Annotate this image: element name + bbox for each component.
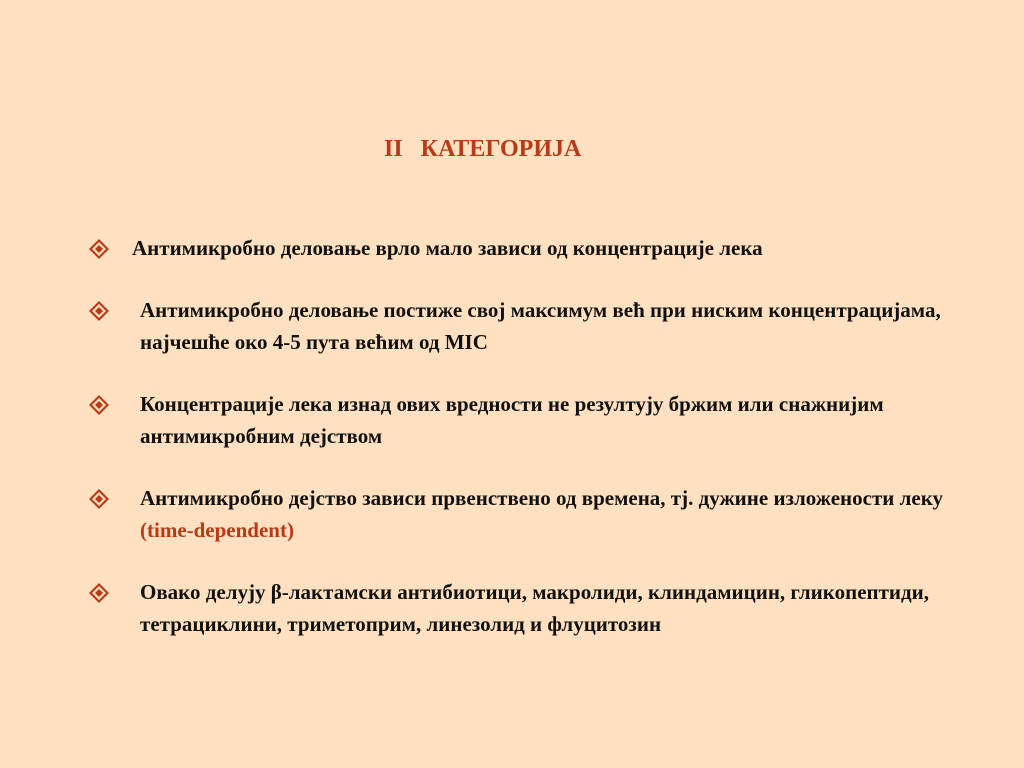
bullet-text: Антимикробно деловање врло мало зависи од концентрације лека	[132, 236, 763, 260]
bullet-text: Антимикробно дејство зависи првенствено од времена, тј. дужине изложености леку	[140, 486, 944, 510]
bullet-text: Антимикробно деловање постиже свој максимум већ при ниским концентрацијама, најчешће око 4-5 пута већим од MIC	[140, 298, 941, 354]
bullet-item	[88, 388, 988, 452]
bullet-item	[88, 576, 988, 640]
diamond-bullet-icon	[88, 238, 110, 260]
diamond-bullet-icon	[88, 300, 110, 322]
diamond-bullet-icon	[88, 582, 110, 604]
bullet-item	[88, 294, 988, 358]
bullet-item	[88, 232, 988, 264]
diamond-bullet-icon	[88, 394, 110, 416]
bullet-item	[88, 482, 988, 546]
time-dependent-label: (time-dependent)	[140, 518, 294, 542]
bullet-text: Концентрације лека изнад ових вредности не резултују бржим или снажнијим антимикробним дејством	[140, 392, 884, 448]
diamond-bullet-icon	[88, 488, 110, 510]
bullet-list	[88, 232, 988, 640]
slide-title: II КАТЕГОРИЈА	[384, 136, 582, 162]
bullet-text: Овако делују β-лактамски антибиотици, макролиди, клиндамицин, гликопептиди, тетрациклини, триметоприм, линезолид и флуцитозин	[140, 580, 930, 636]
